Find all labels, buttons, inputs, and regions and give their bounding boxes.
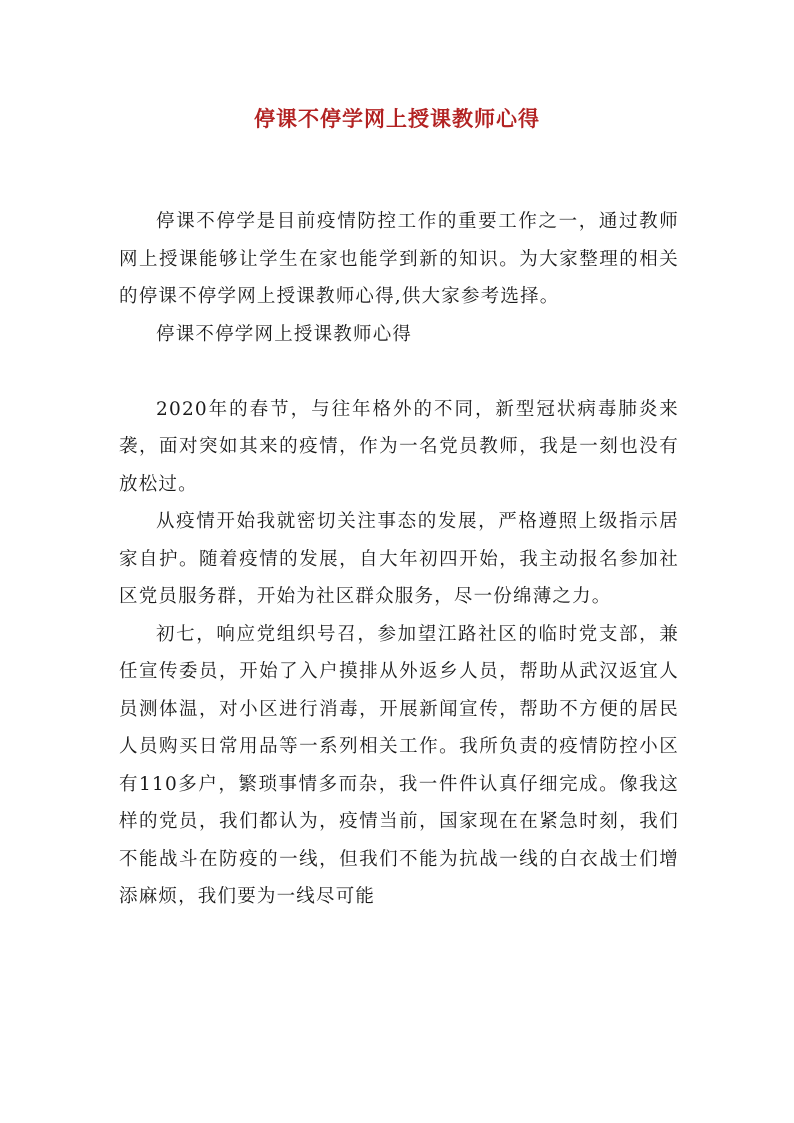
section-heading: 停课不停学网上授课教师心得 [156,323,413,345]
body-paragraph: 初七，响应党组织号召，参加望江路社区的临时党支部，兼任宣传委员，开始了入户摸排从外返乡人员，帮助从武汉返宜人员测体温，对小区进行消毒，开展新闻宣传，帮助不方便的居民人员购买日常用品等一系列相关工作。我所负责的疫情防控小区有110多户，繁琐事情多而杂，我一件件认真仔细完成。像我这样的党员，我们都认为，疫情当前，国家现在在紧急时刻，我们不能战斗在防疫的一线，但我们不能为抗战一线的白衣战士们增添麻烦，我们要为一线尽可能 [119,623,679,907]
body-paragraph: 从疫情开始我就密切关注事态的发展，严格遵照上级指示居家自护。随着疫情的发展，自大年初四开始，我主动报名参加社区党员服务群，开始为社区群众服务，尽一份绵薄之力。 [119,511,679,607]
document-body [119,203,679,916]
intro-paragraph: 停课不停学是目前疫情防控工作的重要工作之一，通过教师网上授课能够让学生在家也能学到新的知识。为大家整理的相关的停课不停学网上授课教师心得,供大家参考选择。 [119,211,679,307]
document-title: 停课不停学网上授课教师心得 [254,106,540,131]
body-paragraph: 2020年的春节，与往年格外的不同，新型冠状病毒肺炎来袭，面对突如其来的疫情，作为一名党员教师，我是一刻也没有放松过。 [119,398,679,495]
